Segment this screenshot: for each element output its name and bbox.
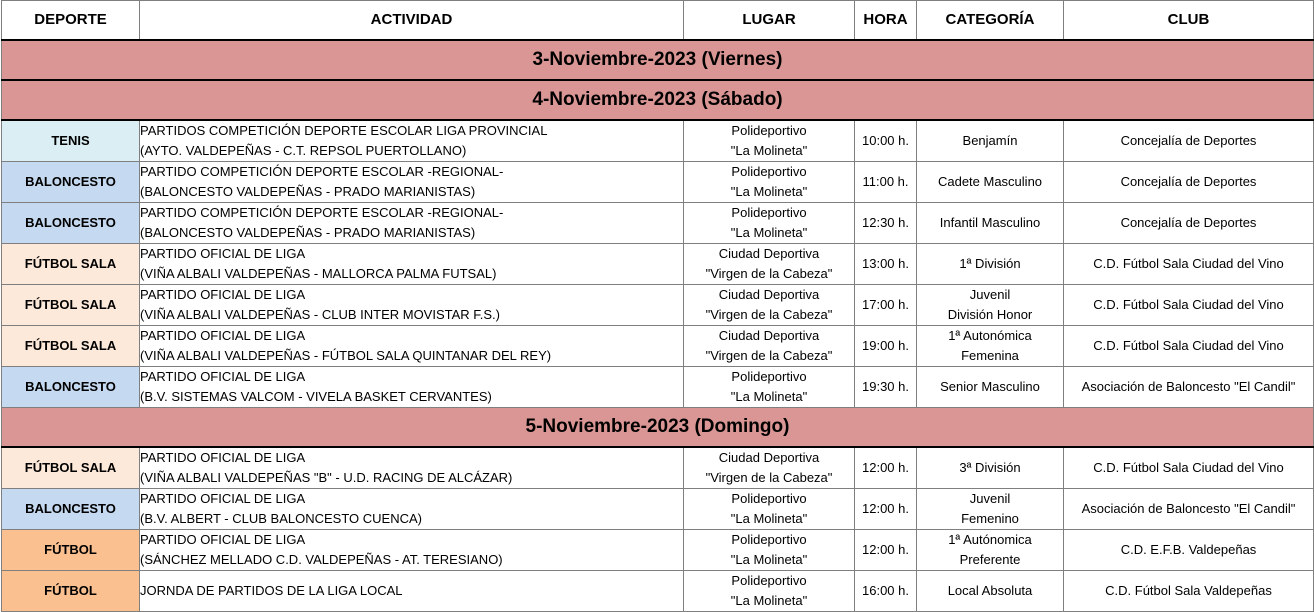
activity-cell	[140, 285, 684, 326]
place-line: Polideportivo	[731, 532, 807, 547]
place-line: Ciudad Deportiva	[718, 287, 820, 302]
activity-line: JORNDA DE PARTIDOS DE LA LIGA LOCAL	[140, 583, 403, 598]
place-line: "Virgen de la Cabeza"	[705, 307, 833, 322]
hour-cell: 12:30 h.	[855, 203, 917, 244]
hour-cell: 17:00 h.	[855, 285, 917, 326]
place-line: Polideportivo	[731, 123, 807, 138]
category-cell	[917, 530, 1064, 571]
hour-cell: 12:00 h.	[855, 530, 917, 571]
hour-cell: 13:00 h.	[855, 244, 917, 285]
activity-cell	[140, 162, 684, 203]
place-line: "La Molineta"	[730, 511, 808, 526]
event-row	[2, 489, 1314, 530]
club-cell: Concejalía de Deportes	[1064, 120, 1314, 162]
event-row	[2, 571, 1314, 612]
hour-cell: 19:00 h.	[855, 326, 917, 367]
club-cell: Asociación de Baloncesto "El Candil"	[1064, 489, 1314, 530]
event-row	[2, 162, 1314, 203]
category-cell	[917, 120, 1064, 162]
category-line: Juvenil	[969, 491, 1011, 506]
category-line: 3ª División	[959, 460, 1021, 475]
header-club: CLUB	[1064, 1, 1314, 41]
sport-cell: BALONCESTO	[2, 203, 140, 244]
club-cell: C.D. Fútbol Sala Valdepeñas	[1064, 571, 1314, 612]
place-line: Polideportivo	[731, 573, 807, 588]
place-line: Ciudad Deportiva	[718, 246, 820, 261]
place-line: "Virgen de la Cabeza"	[705, 348, 833, 363]
activity-cell	[140, 203, 684, 244]
category-line: Juvenil	[969, 287, 1011, 302]
event-row	[2, 120, 1314, 162]
activity-line: PARTIDO COMPETICIÓN DEPORTE ESCOLAR -REGIONAL-	[140, 205, 504, 220]
place-cell	[684, 367, 855, 408]
activity-cell	[140, 571, 684, 612]
category-line: Femenina	[961, 348, 1019, 363]
activity-line: PARTIDO OFICIAL DE LIGA	[140, 491, 306, 506]
activity-line: (VIÑA ALBALI VALDEPEÑAS - MALLORCA PALMA FUTSAL)	[140, 266, 497, 281]
category-cell	[917, 489, 1064, 530]
activity-cell	[140, 530, 684, 571]
date-row	[2, 80, 1314, 120]
club-cell: Asociación de Baloncesto "El Candil"	[1064, 367, 1314, 408]
category-cell	[917, 203, 1064, 244]
sport-cell: FÚTBOL SALA	[2, 285, 140, 326]
activity-line: (VIÑA ALBALI VALDEPEÑAS - FÚTBOL SALA QUINTANAR DEL REY)	[140, 348, 552, 363]
header-hour: HORA	[855, 1, 917, 41]
place-line: "La Molineta"	[730, 389, 808, 404]
place-cell	[684, 285, 855, 326]
place-line: Polideportivo	[731, 369, 807, 384]
club-cell: Concejalía de Deportes	[1064, 162, 1314, 203]
category-line: 1ª División	[959, 256, 1021, 271]
category-cell	[917, 162, 1064, 203]
activity-line: PARTIDO OFICIAL DE LIGA	[140, 287, 306, 302]
activity-line: PARTIDO OFICIAL DE LIGA	[140, 246, 306, 261]
place-cell	[684, 489, 855, 530]
club-cell: C.D. Fútbol Sala Ciudad del Vino	[1064, 326, 1314, 367]
place-line: "La Molineta"	[730, 225, 808, 240]
place-line: "Virgen de la Cabeza"	[705, 266, 833, 281]
place-cell	[684, 120, 855, 162]
place-cell	[684, 571, 855, 612]
place-line: Ciudad Deportiva	[718, 328, 820, 343]
category-line: Femenino	[961, 511, 1019, 526]
category-line: Infantil Masculino	[939, 215, 1041, 230]
header-activity: ACTIVIDAD	[140, 1, 684, 41]
category-cell	[917, 367, 1064, 408]
event-row	[2, 203, 1314, 244]
activity-line: (BALONCESTO VALDEPEÑAS - PRADO MARIANISTAS)	[140, 184, 476, 199]
place-line: "Virgen de la Cabeza"	[705, 470, 833, 485]
place-cell	[684, 530, 855, 571]
activity-line: (VIÑA ALBALI VALDEPEÑAS "B" - U.D. RACING DE ALCÁZAR)	[140, 470, 513, 485]
activity-cell	[140, 367, 684, 408]
club-cell: C.D. Fútbol Sala Ciudad del Vino	[1064, 244, 1314, 285]
schedule-body	[2, 1, 1314, 612]
sport-cell: FÚTBOL SALA	[2, 326, 140, 367]
place-cell	[684, 162, 855, 203]
event-row	[2, 447, 1314, 489]
category-line: Benjamín	[962, 133, 1018, 148]
date-heading: 5-Noviembre-2023 (Domingo)	[2, 408, 1314, 448]
category-cell	[917, 285, 1064, 326]
activity-cell	[140, 447, 684, 489]
category-line: Local Absoluta	[947, 583, 1033, 598]
date-row	[2, 408, 1314, 448]
activity-line: PARTIDO OFICIAL DE LIGA	[140, 369, 306, 384]
sport-cell: BALONCESTO	[2, 367, 140, 408]
sport-cell: TENIS	[2, 120, 140, 162]
date-heading: 3-Noviembre-2023 (Viernes)	[2, 40, 1314, 80]
place-cell	[684, 447, 855, 489]
event-row	[2, 285, 1314, 326]
place-cell	[684, 244, 855, 285]
activity-cell	[140, 244, 684, 285]
sport-cell: FÚTBOL	[2, 530, 140, 571]
activity-line: PARTIDO OFICIAL DE LIGA	[140, 328, 306, 343]
place-line: "La Molineta"	[730, 184, 808, 199]
place-cell	[684, 203, 855, 244]
hour-cell: 12:00 h.	[855, 447, 917, 489]
place-line: Polideportivo	[731, 205, 807, 220]
date-row	[2, 40, 1314, 80]
header-category: CATEGORÍA	[917, 1, 1064, 41]
place-cell	[684, 326, 855, 367]
activity-line: PARTIDOS COMPETICIÓN DEPORTE ESCOLAR LIGA PROVINCIAL	[140, 123, 548, 138]
place-line: "La Molineta"	[730, 552, 808, 567]
place-line: Polideportivo	[731, 491, 807, 506]
category-cell	[917, 326, 1064, 367]
activity-line: PARTIDO OFICIAL DE LIGA	[140, 532, 306, 547]
hour-cell: 12:00 h.	[855, 489, 917, 530]
schedule-table	[1, 0, 1314, 612]
activity-line: (B.V. SISTEMAS VALCOM - VIVELA BASKET CERVANTES)	[140, 389, 492, 404]
category-line: Preferente	[959, 552, 1021, 567]
sport-cell: FÚTBOL SALA	[2, 244, 140, 285]
event-row	[2, 244, 1314, 285]
hour-cell: 11:00 h.	[855, 162, 917, 203]
place-line: Ciudad Deportiva	[718, 450, 820, 465]
category-line: Cadete Masculino	[937, 174, 1043, 189]
header-row	[2, 1, 1314, 41]
activity-line: PARTIDO OFICIAL DE LIGA	[140, 450, 306, 465]
date-heading: 4-Noviembre-2023 (Sábado)	[2, 80, 1314, 120]
category-cell	[917, 244, 1064, 285]
category-line: División Honor	[947, 307, 1033, 322]
club-cell: C.D. Fútbol Sala Ciudad del Vino	[1064, 285, 1314, 326]
event-row	[2, 326, 1314, 367]
activity-line: (AYTO. VALDEPEÑAS - C.T. REPSOL PUERTOLLANO)	[140, 143, 467, 158]
header-sport: DEPORTE	[2, 1, 140, 41]
event-row	[2, 367, 1314, 408]
sport-cell: FÚTBOL	[2, 571, 140, 612]
club-cell: C.D. E.F.B. Valdepeñas	[1064, 530, 1314, 571]
activity-line: (BALONCESTO VALDEPEÑAS - PRADO MARIANISTAS)	[140, 225, 476, 240]
category-cell	[917, 447, 1064, 489]
activity-cell	[140, 489, 684, 530]
hour-cell: 19:30 h.	[855, 367, 917, 408]
place-line: "La Molineta"	[730, 143, 808, 158]
club-cell: C.D. Fútbol Sala Ciudad del Vino	[1064, 447, 1314, 489]
activity-line: (VIÑA ALBALI VALDEPEÑAS - CLUB INTER MOVISTAR F.S.)	[140, 307, 501, 322]
place-line: "La Molineta"	[730, 593, 808, 608]
activity-cell	[140, 120, 684, 162]
event-row	[2, 530, 1314, 571]
activity-line: (B.V. ALBERT - CLUB BALONCESTO CUENCA)	[140, 511, 422, 526]
category-cell	[917, 571, 1064, 612]
activity-line: (SÁNCHEZ MELLADO C.D. VALDEPEÑAS - AT. TERESIANO)	[140, 552, 503, 567]
category-line: Senior Masculino	[940, 379, 1040, 394]
header-place: LUGAR	[684, 1, 855, 41]
activity-line: PARTIDO COMPETICIÓN DEPORTE ESCOLAR -REGIONAL-	[140, 164, 504, 179]
sport-cell: FÚTBOL SALA	[2, 447, 140, 489]
category-line: 1ª Autonómica	[948, 328, 1032, 343]
hour-cell: 10:00 h.	[855, 120, 917, 162]
club-cell: Concejalía de Deportes	[1064, 203, 1314, 244]
activity-cell	[140, 326, 684, 367]
sport-cell: BALONCESTO	[2, 162, 140, 203]
place-line: Polideportivo	[731, 164, 807, 179]
hour-cell: 16:00 h.	[855, 571, 917, 612]
sport-cell: BALONCESTO	[2, 489, 140, 530]
category-line: 1ª Autónomica	[948, 532, 1032, 547]
